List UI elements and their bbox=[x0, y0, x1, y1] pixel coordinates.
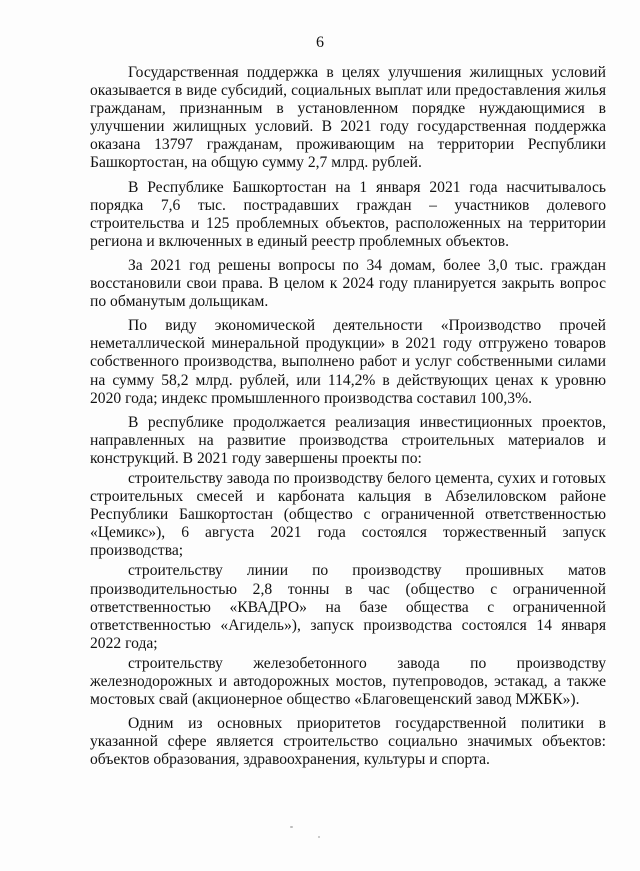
page-number: 6 bbox=[316, 34, 324, 51]
paragraph-priorities: Одним из основных приоритетов государственной политики в указанной сфере является строительство социально значимых объектов: объектов образования, здравоохранения, культуры и спорта. bbox=[90, 715, 606, 769]
paragraph-housing-support: Государственная поддержка в целях улучшения жилищных условий оказывается в виде субсидий, социальных выплат или предоставления жилья гражданам, признанным в установленном порядке нуждающимися в улучшении жилищных условий. В 2021 году государственная поддержка оказана 13797 гражданам, проживающим на территории Республики Башкортостан, на общую сумму 2,7 млрд. рублей. bbox=[90, 64, 606, 172]
paragraph-project-cemix: строительству завода по производству белого цемента, сухих и готовых строительных смесей и карбоната кальция в Абзелиловском районе Республики Башкортостан (общество с ограниченной ответственностью «Цемикс»), 6 августа 2021 года состоялся торжественный запуск производства; bbox=[90, 469, 606, 560]
paragraph-investment-projects: В республике продолжается реализация инвестиционных проектов, направленных на развитие производства строительных материалов и конструкций. В 2021 году завершены проекты по: bbox=[90, 413, 606, 467]
paragraph-mineral-products: По виду экономической деятельности «Производство прочей неметаллической минеральной продукции» в 2021 году отгружено товаров собственного производства, выполнено работ и услуг собственными силами на сумму 58,2 млрд. рублей, или 114,2% в действующих ценах к уровню 2020 года; индекс промышленного производства составил 100,3%. bbox=[90, 317, 606, 407]
paragraph-project-mzhbk: строительству железобетонного завода по производству железнодорожных и автодорожных мостов, путепроводов, эстакад, а также мостовых свай (акционерное общество «Благовещенский завод МЖБК»). bbox=[90, 654, 606, 709]
paragraph-resolved-houses: За 2021 год решены вопросы по 34 домам, более 3,0 тыс. граждан восстановили свои права. В целом к 2024 году планируется закрыть вопрос по обманутым дольщикам. bbox=[90, 256, 606, 311]
paragraph-defrauded-shareholders: В Республике Башкортостан на 1 января 2021 года насчитывалось порядка 7,6 тыс. пострадавших граждан – участников долевого строительства и 125 проблемных объектов, расположенных на территории региона и включенных в единый реестр проблемных объектов. bbox=[90, 178, 606, 250]
paragraph-project-kvadro: строительству линии по производству прошивных матов производительностью 2,8 тонны в час (общество с ограниченной ответственностью «КВАДРО» на базе общества с ограниченной ответственностью «Агидель»), запуск производства состоялся 14 января 2022 года; bbox=[90, 562, 606, 652]
scan-speck bbox=[290, 826, 293, 828]
body-text bbox=[90, 64, 606, 775]
scan-speck bbox=[318, 836, 320, 838]
